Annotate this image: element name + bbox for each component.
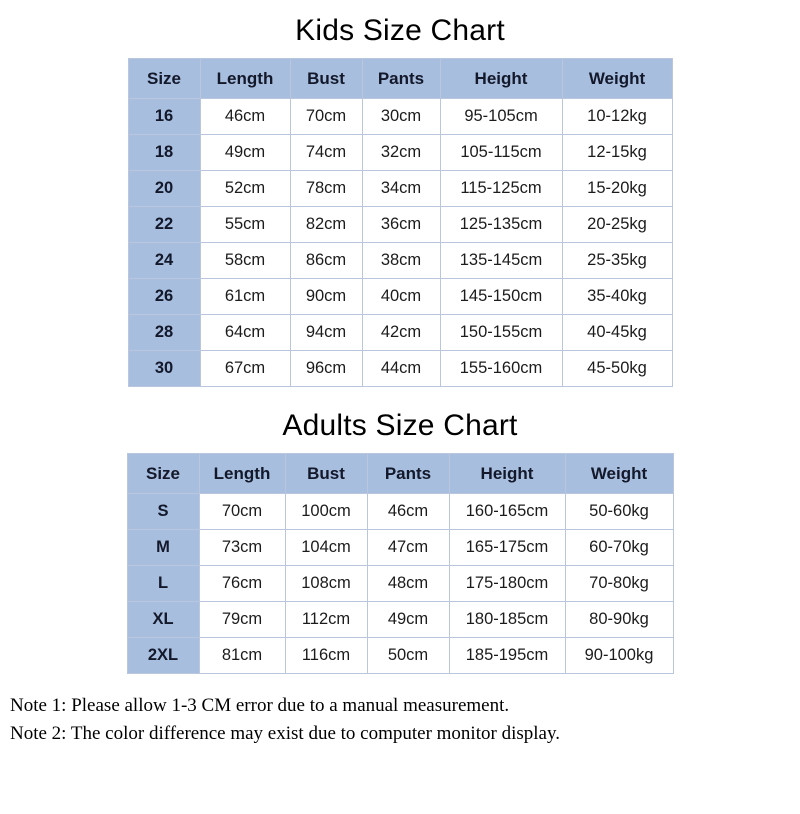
cell-weight: 45-50kg xyxy=(562,351,672,387)
cell-height: 155-160cm xyxy=(440,351,562,387)
table-row xyxy=(127,494,673,530)
cell-weight: 90-100kg xyxy=(565,638,673,674)
adults-table-wrapper xyxy=(0,453,800,674)
cell-weight: 20-25kg xyxy=(562,207,672,243)
cell-height: 175-180cm xyxy=(449,566,565,602)
notes-section xyxy=(0,692,800,748)
cell-pants: 36cm xyxy=(362,207,440,243)
cell-length: 55cm xyxy=(200,207,290,243)
cell-pants: 46cm xyxy=(367,494,449,530)
cell-pants: 32cm xyxy=(362,135,440,171)
column-header-height: Height xyxy=(449,454,565,494)
table-header-row xyxy=(128,59,672,99)
row-size-label: L xyxy=(127,566,199,602)
cell-length: 49cm xyxy=(200,135,290,171)
table-row xyxy=(128,99,672,135)
cell-height: 95-105cm xyxy=(440,99,562,135)
cell-length: 79cm xyxy=(199,602,285,638)
cell-height: 165-175cm xyxy=(449,530,565,566)
cell-weight: 35-40kg xyxy=(562,279,672,315)
cell-bust: 78cm xyxy=(290,171,362,207)
table-row xyxy=(128,279,672,315)
row-size-label: S xyxy=(127,494,199,530)
cell-length: 73cm xyxy=(199,530,285,566)
cell-pants: 40cm xyxy=(362,279,440,315)
cell-height: 180-185cm xyxy=(449,602,565,638)
cell-bust: 100cm xyxy=(285,494,367,530)
cell-bust: 86cm xyxy=(290,243,362,279)
table-row xyxy=(128,171,672,207)
cell-weight: 70-80kg xyxy=(565,566,673,602)
row-size-label: M xyxy=(127,530,199,566)
cell-length: 76cm xyxy=(199,566,285,602)
column-header-length: Length xyxy=(200,59,290,99)
kids-table-body xyxy=(128,99,672,387)
cell-height: 160-165cm xyxy=(449,494,565,530)
table-row xyxy=(128,351,672,387)
cell-bust: 112cm xyxy=(285,602,367,638)
cell-weight: 50-60kg xyxy=(565,494,673,530)
cell-weight: 10-12kg xyxy=(562,99,672,135)
row-size-label: 24 xyxy=(128,243,200,279)
adults-size-table xyxy=(127,453,674,674)
cell-height: 185-195cm xyxy=(449,638,565,674)
cell-height: 115-125cm xyxy=(440,171,562,207)
row-size-label: 2XL xyxy=(127,638,199,674)
column-header-weight: Weight xyxy=(562,59,672,99)
cell-bust: 70cm xyxy=(290,99,362,135)
cell-height: 135-145cm xyxy=(440,243,562,279)
cell-bust: 94cm xyxy=(290,315,362,351)
cell-length: 81cm xyxy=(199,638,285,674)
row-size-label: 26 xyxy=(128,279,200,315)
cell-length: 61cm xyxy=(200,279,290,315)
row-size-label: 28 xyxy=(128,315,200,351)
column-header-length: Length xyxy=(199,454,285,494)
cell-weight: 40-45kg xyxy=(562,315,672,351)
table-row xyxy=(128,135,672,171)
column-header-size: Size xyxy=(127,454,199,494)
row-size-label: 20 xyxy=(128,171,200,207)
cell-bust: 104cm xyxy=(285,530,367,566)
row-size-label: 30 xyxy=(128,351,200,387)
kids-table-head xyxy=(128,59,672,99)
cell-weight: 12-15kg xyxy=(562,135,672,171)
column-header-weight: Weight xyxy=(565,454,673,494)
row-size-label: XL xyxy=(127,602,199,638)
cell-pants: 49cm xyxy=(367,602,449,638)
cell-pants: 42cm xyxy=(362,315,440,351)
column-header-height: Height xyxy=(440,59,562,99)
cell-bust: 116cm xyxy=(285,638,367,674)
column-header-pants: Pants xyxy=(367,454,449,494)
cell-pants: 30cm xyxy=(362,99,440,135)
cell-weight: 80-90kg xyxy=(565,602,673,638)
cell-bust: 82cm xyxy=(290,207,362,243)
table-header-row xyxy=(127,454,673,494)
table-row xyxy=(127,530,673,566)
cell-pants: 50cm xyxy=(367,638,449,674)
cell-bust: 90cm xyxy=(290,279,362,315)
cell-height: 105-115cm xyxy=(440,135,562,171)
column-header-size: Size xyxy=(128,59,200,99)
adults-table-body xyxy=(127,494,673,674)
cell-pants: 48cm xyxy=(367,566,449,602)
cell-pants: 38cm xyxy=(362,243,440,279)
column-header-pants: Pants xyxy=(362,59,440,99)
kids-size-table xyxy=(128,58,673,387)
cell-height: 150-155cm xyxy=(440,315,562,351)
cell-height: 145-150cm xyxy=(440,279,562,315)
cell-weight: 60-70kg xyxy=(565,530,673,566)
column-header-bust: Bust xyxy=(285,454,367,494)
table-row xyxy=(127,566,673,602)
cell-height: 125-135cm xyxy=(440,207,562,243)
cell-pants: 47cm xyxy=(367,530,449,566)
table-row xyxy=(128,207,672,243)
kids-table-wrapper xyxy=(0,58,800,387)
adults-size-chart-title: Adults Size Chart xyxy=(282,409,518,442)
cell-pants: 44cm xyxy=(362,351,440,387)
note-line-1: Note 1: Please allow 1-3 CM error due to a manual measurement. xyxy=(10,695,510,716)
cell-length: 64cm xyxy=(200,315,290,351)
cell-weight: 15-20kg xyxy=(562,171,672,207)
size-chart-page xyxy=(0,14,800,814)
cell-pants: 34cm xyxy=(362,171,440,207)
cell-length: 70cm xyxy=(199,494,285,530)
kids-size-chart-title: Kids Size Chart xyxy=(295,14,505,47)
row-size-label: 16 xyxy=(128,99,200,135)
table-row xyxy=(128,243,672,279)
row-size-label: 22 xyxy=(128,207,200,243)
note-line-2: Note 2: The color difference may exist due to computer monitor display. xyxy=(10,723,560,744)
cell-length: 67cm xyxy=(200,351,290,387)
column-header-bust: Bust xyxy=(290,59,362,99)
table-row xyxy=(127,602,673,638)
cell-length: 46cm xyxy=(200,99,290,135)
cell-weight: 25-35kg xyxy=(562,243,672,279)
table-row xyxy=(127,638,673,674)
cell-bust: 96cm xyxy=(290,351,362,387)
table-row xyxy=(128,315,672,351)
row-size-label: 18 xyxy=(128,135,200,171)
cell-length: 52cm xyxy=(200,171,290,207)
adults-table-head xyxy=(127,454,673,494)
cell-bust: 74cm xyxy=(290,135,362,171)
cell-length: 58cm xyxy=(200,243,290,279)
cell-bust: 108cm xyxy=(285,566,367,602)
